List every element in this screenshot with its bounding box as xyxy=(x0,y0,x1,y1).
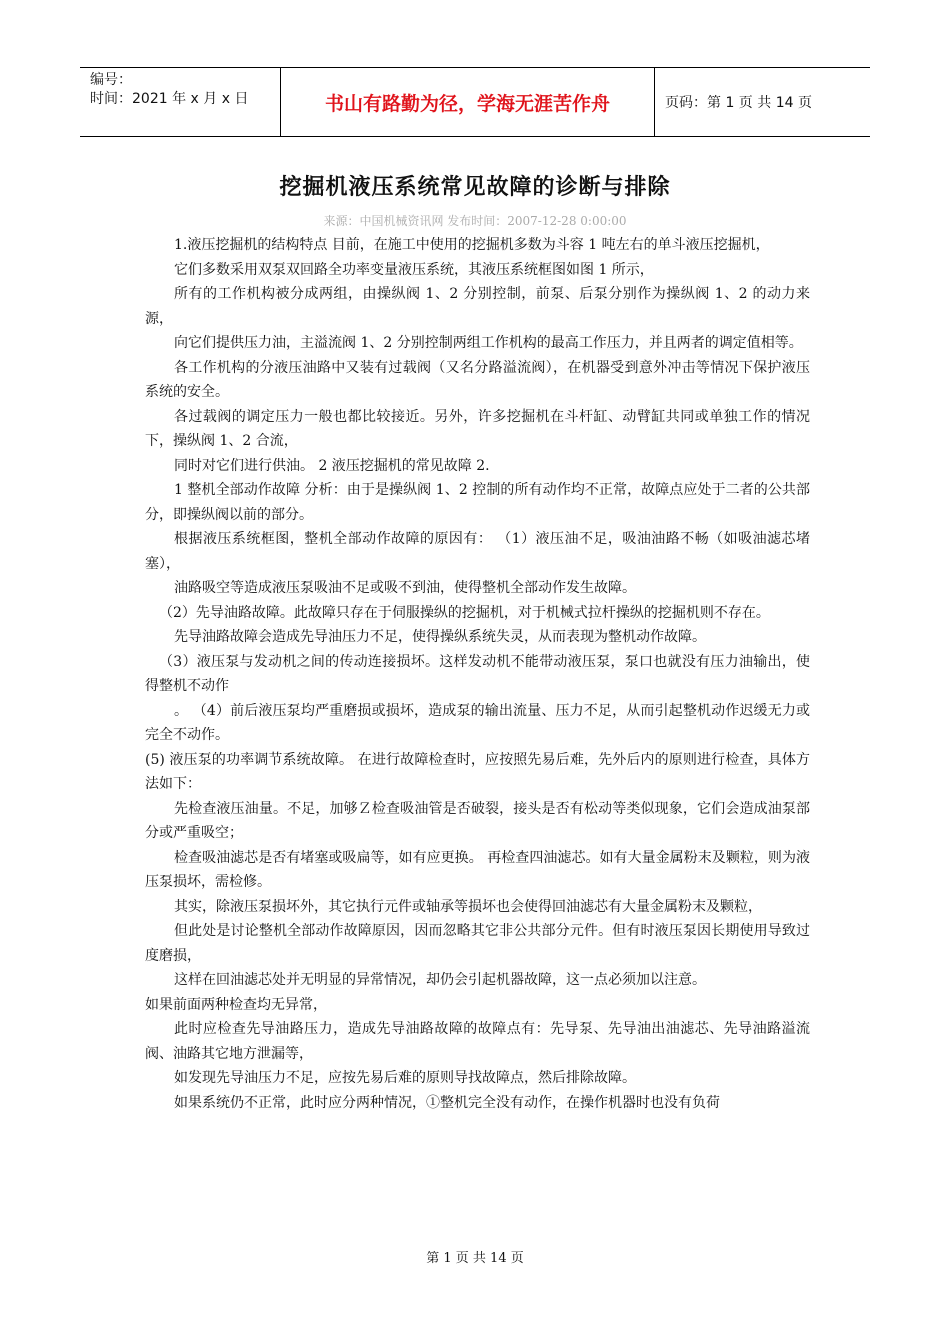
paragraph: 1.液压挖掘机的结构特点 目前，在施工中使用的挖掘机多数为斗容 1 吨左右的单斗液压挖掘机， xyxy=(174,237,770,253)
time-label: 时间：2021 年 x 月 x 日 xyxy=(90,91,249,107)
paragraph: 这样在回油滤芯处并无明显的异常情况，却仍会引起机器故障，这一点必须加以注意。 xyxy=(174,972,706,988)
motto: 书山有路勤为径，学海无涯苦作舟 xyxy=(281,68,655,136)
paragraph: 如果系统仍不正常，此时应分两种情况，①整机完全没有动作，在操作机器时也没有负荷 xyxy=(174,1094,720,1111)
paragraph: 根据液压系统框图，整机全部动作故障的原因有： （1）液压油不足，吸油油路不畅（如吸油滤芯堵塞）， xyxy=(145,531,810,572)
paragraph: 检查吸油滤芯是否有堵塞或吸扁等，如有应更换。 再检查四油滤芯。如有大量金属粉末及颗粒，则为液压泵损坏，需检修。 xyxy=(145,849,810,890)
paragraph: 各过载阀的调定压力一般也都比较接近。另外，许多挖掘机在斗杆缸、动臂缸共同或单独工作的情况下，操纵阀 1、2 合流， xyxy=(145,408,810,449)
paragraph: (5) 液压泵的功率调节系统故障。 在进行故障检查时，应按照先易后难，先外后内的原则进行检查，具体方法如下： xyxy=(145,751,810,792)
paragraph: 同时对它们进行供油。 2 液压挖掘机的常见故障 2. xyxy=(174,457,490,474)
document-title: 挖掘机液压系统常见故障的诊断与排除 xyxy=(279,175,671,200)
paragraph: 它们多数采用双泵双回路全功率变量液压系统，其液压系统框图如图 1 所示， xyxy=(174,261,654,278)
paragraph: 先检查液压油量。不足，加够Ｚ检查吸油管是否破裂，接头是否有松动等类似现象，它们会造成油泵部分或严重吸空； xyxy=(145,800,810,841)
header-left-cell xyxy=(80,68,281,136)
number-label: 编号： xyxy=(90,72,132,88)
paragraph: 如果前面两种检查均无异常， xyxy=(145,996,327,1013)
header-table xyxy=(80,67,870,137)
page-info: 页码：第 1 页 共 14 页 xyxy=(665,95,812,111)
paragraph: 但此处是讨论整机全部动作故障原因，因而忽略其它非公共部分元件。但有时液压泵因长期使用导致过度磨损， xyxy=(145,923,810,964)
paragraph: 1 整机全部动作故障 分析：由于是操纵阀 1、2 控制的所有动作均不正常，故障点应处于二者的公共部分，即操纵阀以前的部分。 xyxy=(145,482,810,523)
paragraph: （2）先导油路故障。此故障只存在于伺服操纵的挖掘机，对于机械式拉杆操纵的挖掘机则不存在。 xyxy=(159,604,770,621)
paragraph: 油路吸空等造成液压泵吸油不足或吸不到油，使得整机全部动作发生故障。 xyxy=(174,580,636,596)
paragraph: 所有的工作机构被分成两组，由操纵阀 1、2 分别控制，前泵、后泵分别作为操纵阀 1、2 的动力来源， xyxy=(145,286,810,327)
paragraph: 。 （4）前后液压泵均严重磨损或损坏，造成泵的输出流量、压力不足，从而引起整机动作迟缓无力或完全不动作。 xyxy=(145,702,810,743)
paragraph: （3）液压泵与发动机之间的传动连接损坏。这样发动机不能带动液压泵，泵口也就没有压力油输出，使得整机不动作 xyxy=(145,653,810,694)
paragraph: 各工作机构的分液压油路中又装有过载阀（又名分路溢流阀），在机器受到意外冲击等情况下保护液压系统的安全。 xyxy=(145,359,810,400)
paragraph: 其实，除液压泵损坏外，其它执行元件或轴承等损坏也会使得回油滤芯有大量金属粉末及颗粒， xyxy=(174,898,762,915)
paragraph: 先导油路故障会造成先导油压力不足，使得操纵系统失灵，从而表现为整机动作故障。 xyxy=(174,629,706,645)
paragraph: 向它们提供压力油，主溢流阀 1、2 分别控制两组工作机构的最高工作压力，并且两者的调定值相等。 xyxy=(174,335,803,351)
page-footer: 第 1 页 共 14 页 xyxy=(426,1251,524,1266)
document-body xyxy=(145,233,810,1115)
paragraph: 如发现先导油压力不足，应按先易后难的原则导找故障点，然后排除故障。 xyxy=(174,1070,636,1086)
source-meta: 来源：中国机械资讯网 发布时间：2007-12-28 0:00:00 xyxy=(323,214,627,228)
paragraph: 此时应检查先导油路压力，造成先导油路故障的故障点有：先导泵、先导油出油滤芯、先导油路溢流阀、油路其它地方泄漏等， xyxy=(145,1021,810,1062)
